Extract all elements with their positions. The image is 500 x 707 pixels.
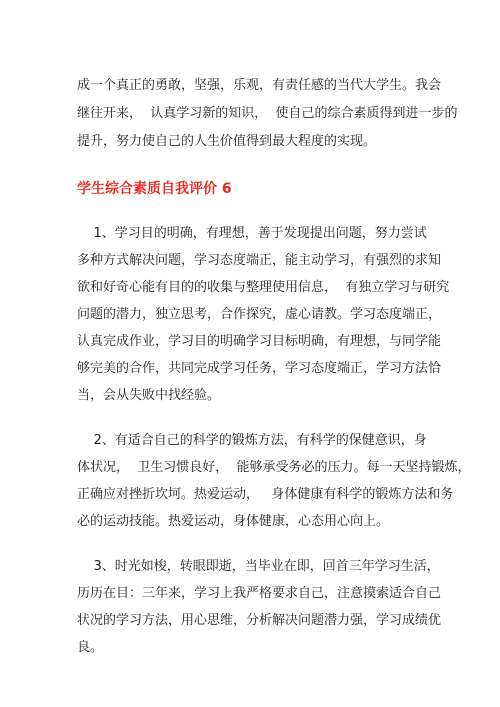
paragraph-3-line-2: 历历在目：三年来，学习上我严格要求自己，注意摸索适合自己 bbox=[77, 586, 442, 601]
paragraph-1-line-6: 够完美的合作，共同完成学习任务，学习态度端正，学习方法恰 bbox=[77, 361, 442, 376]
paragraph-1-line-3: 欲和好奇心能有目的的收集与整理使用信息， 有独立学习与研究 bbox=[77, 280, 450, 295]
paragraph-3-line-4: 良。 bbox=[77, 640, 104, 655]
paragraph-1-line-7: 当，会从失败中找经验。 bbox=[77, 388, 221, 403]
paragraph-2-line-3: 正确应对挫折坎坷。热爱运动， 身体健康有科学的锻炼方法和务 bbox=[77, 487, 454, 502]
paragraph-2-line-2: 体状况， 卫生习惯良好， 能够承受务必的压力。每一天坚持锻炼， bbox=[77, 460, 471, 475]
intro-line-2: 继往开来， 认真学习新的知识， 使自己的综合素质得到进一步的 bbox=[77, 106, 458, 121]
section-title: 学生综合素质自我评价 6 bbox=[77, 181, 232, 197]
paragraph-1-line-2: 多种方式解决问题，学习态度端正，能主动学习，有强烈的求知 bbox=[77, 253, 442, 268]
paragraph-1-line-4: 问题的潜力，独立思考，合作探究，虚心请教。学习态度端正， bbox=[77, 307, 442, 322]
intro-line-3: 提升，努力使自己的人生价值得到最大程度的实现。 bbox=[77, 134, 377, 149]
paragraph-3-line-3: 状况的学习方法，用心思维，分析解决问题潜力强，学习成绩优 bbox=[77, 613, 442, 628]
paragraph-1-line-1: 1、学习目的明确，有理想，善于发现提出问题，努力尝试 bbox=[77, 226, 427, 241]
paragraph-1-line-5: 认真完成作业，学习目的明确学习目标明确，有理想，与同学能 bbox=[77, 334, 442, 349]
paragraph-2-line-1: 2、有适合自己的科学的锻炼方法，有科学的保健意识，身 bbox=[77, 433, 427, 448]
paragraph-3-line-1: 3、时光如梭，转眼即逝，当毕业在即，回首三年学习生活， bbox=[77, 559, 440, 574]
intro-line-1: 成一个真正的勇敢，坚强，乐观，有责任感的当代大学生。我会 bbox=[77, 78, 442, 93]
paragraph-2-line-4: 必的运动技能。热爱运动，身体健康，心态用心向上。 bbox=[77, 514, 390, 529]
